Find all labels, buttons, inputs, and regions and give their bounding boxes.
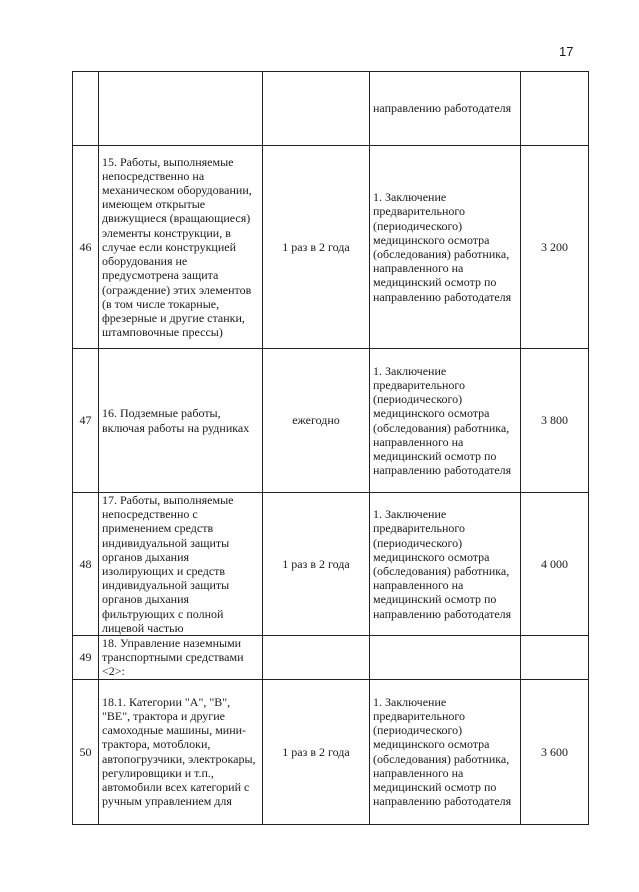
- row-number: [73, 72, 99, 146]
- frequency: [263, 72, 370, 146]
- frequency: 1 раз в 2 года: [263, 146, 370, 349]
- price: 3 200: [521, 146, 589, 349]
- price: 3 800: [521, 349, 589, 493]
- frequency: [263, 636, 370, 680]
- price: [521, 72, 589, 146]
- procedures-table: [72, 71, 589, 825]
- required-documents: [370, 636, 521, 680]
- price: [521, 636, 589, 680]
- work-description: 17. Работы, выполняемые непосредственно с применением средств индивидуальной защиты органов дыхания изолирующих и средств индивидуальной защиты органов дыхания фильтрующих с полной лицевой частью: [99, 493, 263, 636]
- work-description: 18. Управление наземными транспортными средствами <2>:: [99, 636, 263, 680]
- required-documents: 1. Заключение предварительного (периодического) медицинского осмотра (обследования) работника, направленного на медицинский осмотр по направлению работодателя: [370, 679, 521, 824]
- table-row: [73, 679, 589, 824]
- required-documents: 1. Заключение предварительного (периодического) медицинского осмотра (обследования) работника, направленного на медицинский осмотр по направлению работодателя: [370, 493, 521, 636]
- table-row: [73, 72, 589, 146]
- required-documents: 1. Заключение предварительного (периодического) медицинского осмотра (обследования) работника, направленного на медицинский осмотр по направлению работодателя: [370, 146, 521, 349]
- row-number: 48: [73, 493, 99, 636]
- price: 3 600: [521, 679, 589, 824]
- work-description: [99, 72, 263, 146]
- table-row: [73, 349, 589, 493]
- frequency: 1 раз в 2 года: [263, 679, 370, 824]
- price: 4 000: [521, 493, 589, 636]
- required-documents: 1. Заключение предварительного (периодического) медицинского осмотра (обследования) работника, направленного на медицинский осмотр по направлению работодателя: [370, 349, 521, 493]
- work-description: 15. Работы, выполняемые непосредственно на механическом оборудовании, имеющем открытые движущиеся (вращающиеся) элементы конструкции, в случае если конструкцией оборудования не предусмотрена защита (ограждение) этих элементов (в том числе токарные, фрезерные и другие станки, штамповочные прессы): [99, 146, 263, 349]
- frequency: ежегодно: [263, 349, 370, 493]
- required-documents: направлению работодателя: [370, 72, 521, 146]
- page-number: 17: [559, 44, 574, 59]
- table-row: [73, 493, 589, 636]
- row-number: 47: [73, 349, 99, 493]
- work-description: 18.1. Категории "A", "B", "BE", трактора и другие самоходные машины, мини-трактора, мотоблоки, автопогрузчики, электрокары, регулировщики и т.п., автомобили всех категорий с ручным управлением для: [99, 679, 263, 824]
- row-number: 46: [73, 146, 99, 349]
- row-number: 49: [73, 636, 99, 680]
- table-row: [73, 146, 589, 349]
- work-description: 16. Подземные работы, включая работы на рудниках: [99, 349, 263, 493]
- row-number: 50: [73, 679, 99, 824]
- frequency: 1 раз в 2 года: [263, 493, 370, 636]
- table-row: [73, 636, 589, 680]
